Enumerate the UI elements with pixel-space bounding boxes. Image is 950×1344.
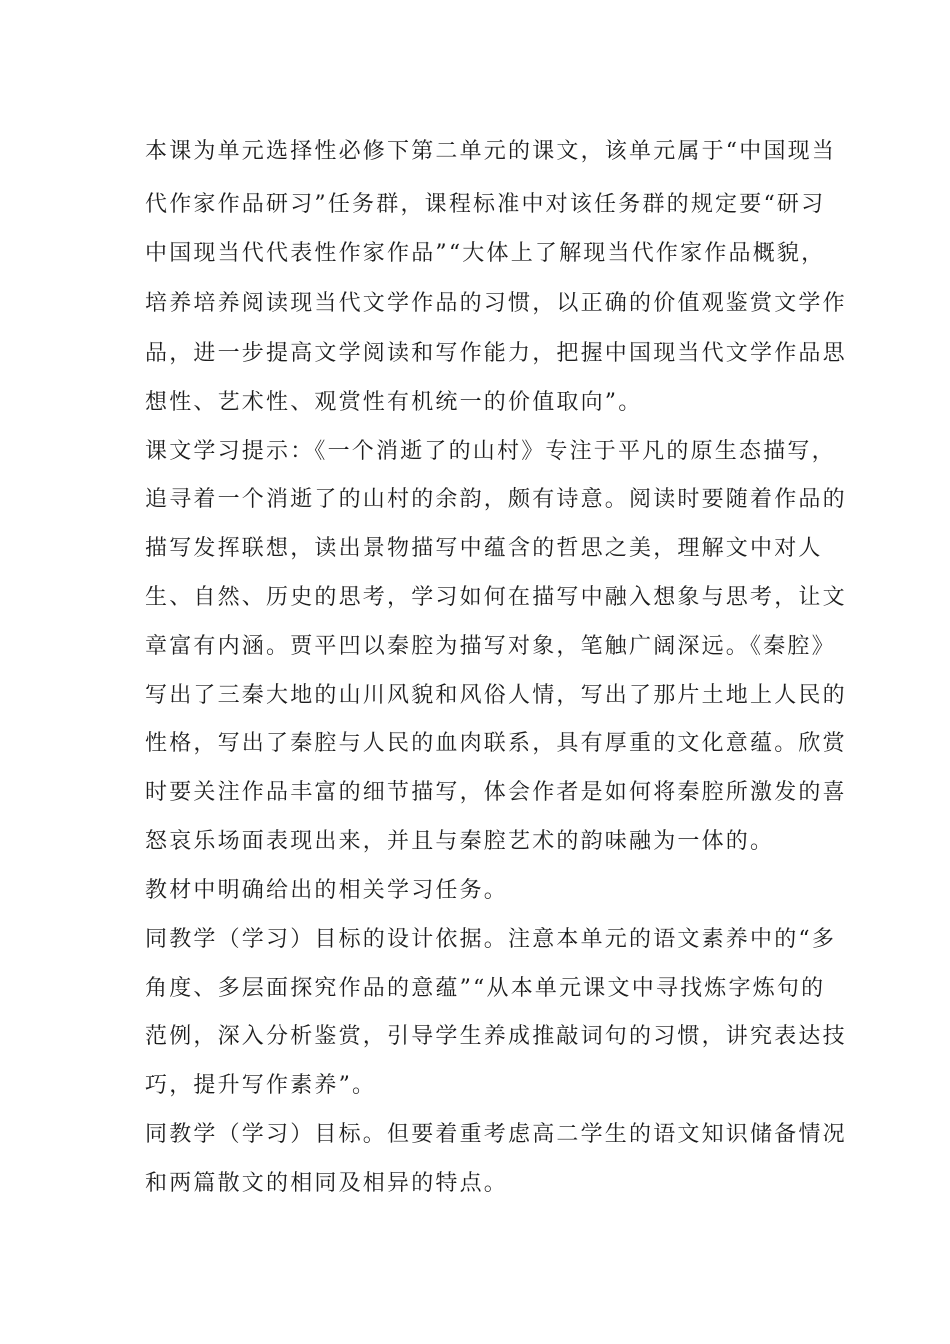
text-line: 同教学（学习）目标。但要着重考虑高二学生的语文知识储备情况 [145, 1122, 847, 1147]
text-line: 本课为单元选择性必修下第二单元的课文，该单元属于“中国现当 [145, 139, 837, 164]
text-line: 同教学（学习）目标的设计依据。注意本单元的语文素养中的“多 [145, 927, 837, 952]
text-line: 品，进一步提高文学阅读和写作能力，把握中国现当代文学作品思 [145, 341, 847, 366]
text-line: 性格，写出了秦腔与人民的血肉联系，具有厚重的文化意蕴。欣赏 [145, 731, 847, 756]
text-line: 想性、艺术性、观赏性有机统一的价值取向”。 [145, 390, 643, 415]
text-line: 时要关注作品丰富的细节描写，体会作者是如何将秦腔所激发的喜 [145, 780, 847, 805]
text-line: 描写发挥联想，读出景物描写中蕴含的哲思之美，理解文中对人 [145, 536, 823, 561]
text-line: 培养培养阅读现当代文学作品的习惯，以正确的价值观鉴赏文学作 [145, 291, 847, 316]
text-line: 角度、多层面探究作品的意蕴”“从本单元课文中寻找炼字炼句的 [145, 976, 826, 1001]
text-line: 追寻着一个消逝了的山村的余韵，颇有诗意。阅读时要随着作品的 [145, 487, 847, 512]
text-line: 巧，提升写作素养”。 [145, 1073, 377, 1098]
text-line: 范例，深入分析鉴赏，引导学生养成推敲词句的习惯，讲究表达技 [145, 1024, 847, 1049]
text-line: 和两篇散文的相同及相异的特点。 [145, 1171, 509, 1196]
text-line: 课文学习提示：《一个消逝了的山村》专注于平凡的原生态描写， [145, 439, 836, 464]
text-line: 教材中明确给出的相关学习任务。 [145, 878, 509, 903]
text-line: 章富有内涵。贾平凹以秦腔为描写对象，笔触广阔深远。《秦腔》 [145, 634, 836, 659]
text-line: 怒哀乐场面表现出来，并且与秦腔艺术的韵味融为一体的。 [145, 829, 775, 854]
text-line: 写出了三秦大地的山川风貌和风俗人情，写出了那片土地上人民的 [145, 683, 847, 708]
text-line: 代作家作品研习”任务群，课程标准中对该任务群的规定要“研习 [145, 192, 826, 217]
text-line: 中国现当代代表性作家作品”“大体上了解现当代作家作品概貌， [145, 241, 826, 266]
text-line: 生、自然、历史的思考，学习如何在描写中融入想象与思考，让文 [145, 585, 847, 610]
